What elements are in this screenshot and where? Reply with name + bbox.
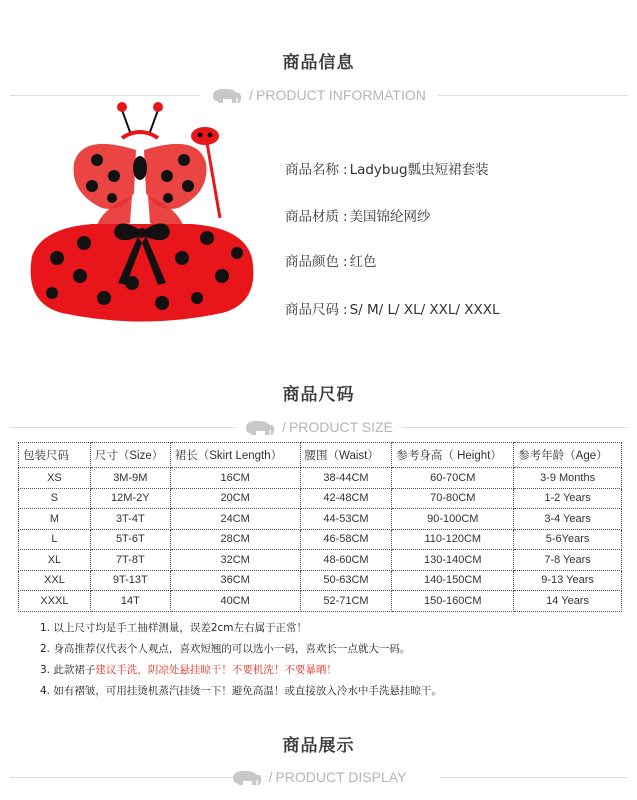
section-info-subtitle-row: / PRODUCT INFORMATION — [0, 85, 637, 105]
table-cell: 44-53CM — [300, 509, 392, 530]
table-row — [19, 591, 622, 612]
table-cell: 9-13 Years — [514, 570, 622, 591]
table-row — [19, 550, 622, 571]
section-info-subtitle: PRODUCT INFORMATION — [256, 87, 426, 103]
note-3 — [40, 662, 337, 677]
section-info-title-wrap — [0, 48, 637, 73]
headband-icon — [117, 102, 163, 138]
info-row-size: 商品尺码 : S/ M/ L/ XL/ XXL/ XXXL — [285, 298, 500, 318]
table-cell: XXXL — [19, 591, 91, 612]
section-size-title-wrap — [0, 380, 637, 405]
table-cell: 24CM — [170, 509, 300, 530]
section-size-subtitle: PRODUCT SIZE — [288, 419, 393, 435]
table-header: 参考年龄（Age） — [514, 443, 622, 468]
table-cell: 140-150CM — [392, 570, 514, 591]
section-display-subtitle: PRODUCT DISPLAY — [275, 769, 407, 785]
table-cell: 48-60CM — [300, 550, 392, 571]
elephant-icon — [231, 769, 265, 787]
wings-icon — [74, 144, 207, 232]
table-cell: 46-58CM — [300, 529, 392, 550]
table-cell: 3T-4T — [90, 509, 170, 530]
info-label: 商品名称 — [285, 162, 339, 178]
table-cell: XXL — [19, 570, 91, 591]
section-display-subtitle-row: / PRODUCT DISPLAY — [0, 767, 637, 787]
table-cell: 16CM — [170, 468, 300, 489]
table-cell: S — [19, 488, 91, 509]
table-header: 腰围（Waist） — [300, 443, 392, 468]
info-value: Ladybug瓢虫短裙套装 — [349, 162, 489, 178]
section-display-title: 商品展示 — [282, 736, 355, 756]
info-row-name: 商品名称 : Ladybug瓢虫短裙套装 — [285, 158, 489, 178]
info-label: 商品尺码 — [285, 302, 339, 318]
table-cell: 42-48CM — [300, 488, 392, 509]
table-header-row — [19, 443, 622, 468]
table-cell: 40CM — [170, 591, 300, 612]
table-cell: XL — [19, 550, 91, 571]
table-cell: 7-8 Years — [514, 550, 622, 571]
table-row — [19, 529, 622, 550]
table-cell: 32CM — [170, 550, 300, 571]
table-cell: 12M-2Y — [90, 488, 170, 509]
table-cell: 52-71CM — [300, 591, 392, 612]
table-cell: 28CM — [170, 529, 300, 550]
table-cell: 90-100CM — [392, 509, 514, 530]
table-row — [19, 488, 622, 509]
info-row-material: 商品材质 : 美国锦纶网纱 — [285, 205, 431, 225]
note-3-prefix: 3. 此款裙子 — [40, 664, 96, 676]
info-value: 红色 — [349, 254, 377, 270]
elephant-icon — [244, 419, 278, 437]
table-cell: M — [19, 509, 91, 530]
table-header: 裙长（Skirt Length） — [170, 443, 300, 468]
tutu-skirt-icon — [31, 223, 254, 321]
table-cell: 150-160CM — [392, 591, 514, 612]
table-cell: 36CM — [170, 570, 300, 591]
table-cell: 70-80CM — [392, 488, 514, 509]
table-row — [19, 509, 622, 530]
table-cell: 14T — [90, 591, 170, 612]
note-4: 4. 如有褶皱，可用挂烫机蒸汽挂烫一下！避免高温！或直接放入冷水中手洗悬挂晾干。 — [40, 685, 442, 697]
table-row — [19, 570, 622, 591]
info-label: 商品颜色 — [285, 254, 339, 270]
table-header: 参考身高（ Height） — [392, 443, 514, 468]
table-cell: 110-120CM — [392, 529, 514, 550]
section-display-title-wrap — [0, 731, 637, 756]
section-info-title: 商品信息 — [282, 53, 355, 73]
table-cell: 1-2 Years — [514, 488, 622, 509]
section-size-title: 商品尺码 — [282, 385, 355, 405]
table-cell: 3-9 Months — [514, 468, 622, 489]
note-2: 2. 身高推荐仅代表个人观点，喜欢短翘的可以选小一码，喜欢长一点就大一码。 — [40, 643, 411, 655]
product-image-ladybug-set — [22, 98, 262, 343]
table-cell: L — [19, 529, 91, 550]
info-label: 商品材质 — [285, 209, 339, 225]
info-row-color: 商品颜色 : 红色 — [285, 250, 377, 270]
table-header: 包装尺码 — [19, 443, 91, 468]
table-cell: 38-44CM — [300, 468, 392, 489]
table-cell: 60-70CM — [392, 468, 514, 489]
table-cell: 20CM — [170, 488, 300, 509]
table-cell: 5-6Years — [514, 529, 622, 550]
info-value: 美国锦纶网纱 — [349, 209, 431, 225]
table-header: 尺寸（Size） — [90, 443, 170, 468]
size-table — [18, 442, 622, 612]
table-cell: 9T-13T — [90, 570, 170, 591]
table-cell: 5T-6T — [90, 529, 170, 550]
table-cell: 130-140CM — [392, 550, 514, 571]
table-row — [19, 468, 622, 489]
table-cell: 14 Years — [514, 591, 622, 612]
table-cell: 3M-9M — [90, 468, 170, 489]
table-cell: 50-63CM — [300, 570, 392, 591]
table-cell: 7T-8T — [90, 550, 170, 571]
note-3-warning: 建议手洗，阴凉处悬挂晾干！不要机洗！不要暴晒！ — [95, 664, 337, 676]
info-value: S/ M/ L/ XL/ XXL/ XXXL — [349, 302, 500, 318]
table-cell: XS — [19, 468, 91, 489]
section-size-subtitle-row: / PRODUCT SIZE — [0, 417, 637, 437]
table-cell: 3-4 Years — [514, 509, 622, 530]
note-1: 1. 以上尺寸均是手工抽样测量，误差2cm左右属于正常！ — [40, 622, 308, 634]
